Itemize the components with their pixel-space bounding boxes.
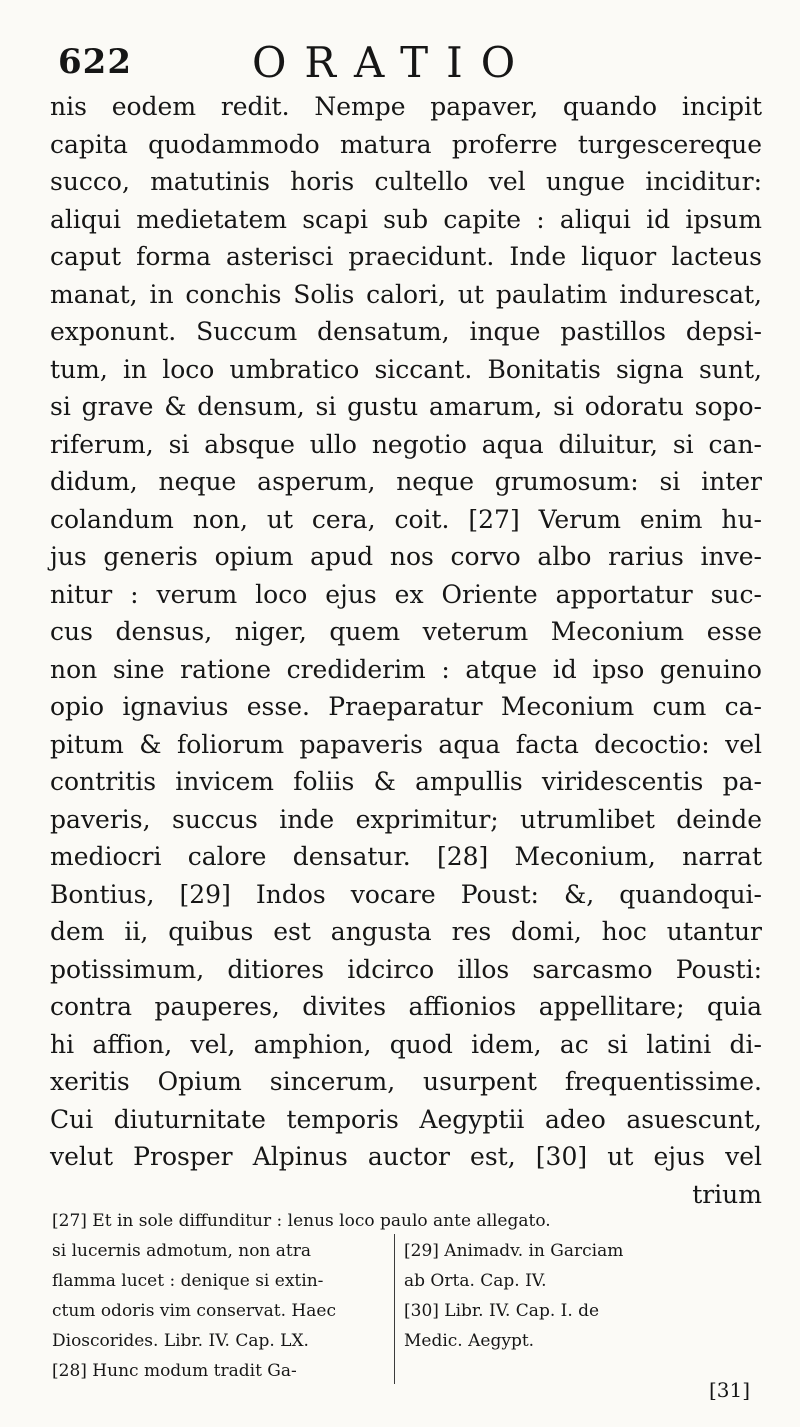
text-line: non sine ratione crediderim : atque id ipso genuino	[50, 654, 762, 684]
running-title: ORATIO	[252, 38, 534, 87]
footnote-27-line: si lucernis admotum, non atra	[52, 1241, 312, 1261]
footnote-27-line: [27] Et in sole diffunditur : lenus loco paulo ante allegato.	[52, 1211, 551, 1231]
text-line: succo, matutinis horis cultello vel ungue inciditur:	[50, 167, 762, 196]
text-line: exponunt. Succum densatum, inque pastillos depsi-	[50, 317, 762, 346]
text-line: jus generis opium apud nos corvo albo rarius inve-	[50, 542, 762, 571]
text-line: contra pauperes, divites affionios appellitare; quia	[50, 992, 762, 1021]
footnote-29-line: [29] Animadv. in Garciam	[404, 1241, 624, 1261]
text-line: aliqui medietatem scapi sub capite : aliqui id ipsum	[50, 204, 762, 234]
footnote-column-divider	[394, 1234, 395, 1384]
text-line: paveris, succus inde exprimitur; utrumlibet deinde	[50, 804, 762, 834]
text-line: potissimum, ditiores idcirco illos sarcasmo Pousti:	[50, 954, 762, 984]
text-line: xeritis Opium sincerum, usurpent frequentissime.	[50, 1067, 762, 1096]
text-line: Cui diuturnitate temporis Aegyptii adeo asuescunt,	[50, 1104, 762, 1134]
page-number: 622	[58, 42, 132, 82]
text-line: pitum & foliorum papaveris aqua facta decoctio: vel	[50, 729, 762, 759]
main-text-block	[50, 88, 762, 1213]
text-line: nitur : verum loco ejus ex Oriente apportatur suc-	[50, 579, 762, 609]
text-line: cus densus, niger, quem veterum Meconium esse	[50, 617, 762, 646]
text-line: capita quodammodo matura proferre turgescereque	[50, 129, 762, 159]
text-line: didum, neque asperum, neque grumosum: si inter	[50, 467, 762, 496]
text-line: tum, in loco umbratico siccant. Bonitatis signa sunt,	[50, 354, 762, 384]
text-line: mediocri calore densatur. [28] Meconium, narrat	[50, 842, 762, 871]
text-line: opio ignavius esse. Praeparatur Meconium cum ca-	[50, 692, 762, 721]
text-line: velut Prosper Alpinus auctor est, [30] ut ejus vel	[50, 1142, 762, 1171]
signature-mark: [31]	[708, 1378, 750, 1402]
catchword: trium	[692, 1179, 762, 1209]
text-line: caput forma asterisci praecidunt. Inde liquor lacteus	[50, 242, 762, 271]
text-line: nis eodem redit. Nempe papaver, quando incipit	[50, 92, 762, 121]
footnotes-right-column	[404, 1236, 760, 1356]
footnote-27-line: ctum odoris vim conservat. Haec	[52, 1301, 336, 1321]
text-line: contritis invicem foliis & ampullis viridescentis pa-	[50, 767, 762, 796]
footnote-29-line: ab Orta. Cap. IV.	[404, 1271, 547, 1291]
text-line: Bontius, [29] Indos vocare Poust: &, quandoqui-	[50, 879, 762, 909]
footnote-27-line: flamma lucet : denique si extin-	[52, 1271, 324, 1291]
text-line: dem ii, quibus est angusta res domi, hoc utantur	[50, 917, 762, 946]
footnotes-area	[52, 1206, 760, 1406]
text-line: si grave & densum, si gustu amarum, si odoratu sopo-	[50, 392, 762, 421]
text-line: colandum non, ut cera, coit. [27] Verum enim hu-	[50, 504, 762, 534]
page-header	[40, 34, 760, 94]
footnote-28-line: [28] Hunc modum tradit Ga-	[52, 1361, 297, 1381]
text-line: manat, in conchis Solis calori, ut paulatim indurescat,	[50, 279, 762, 309]
footnote-30-line: Medic. Aegypt.	[404, 1331, 535, 1351]
footnote-27-line: Dioscorides. Libr. IV. Cap. LX.	[52, 1331, 309, 1351]
text-line: hi affion, vel, amphion, quod idem, ac si latini di-	[50, 1029, 762, 1059]
text-line: riferum, si absque ullo negotio aqua diluitur, si can-	[50, 429, 762, 459]
footnote-30-line: [30] Libr. IV. Cap. I. de	[404, 1301, 600, 1321]
